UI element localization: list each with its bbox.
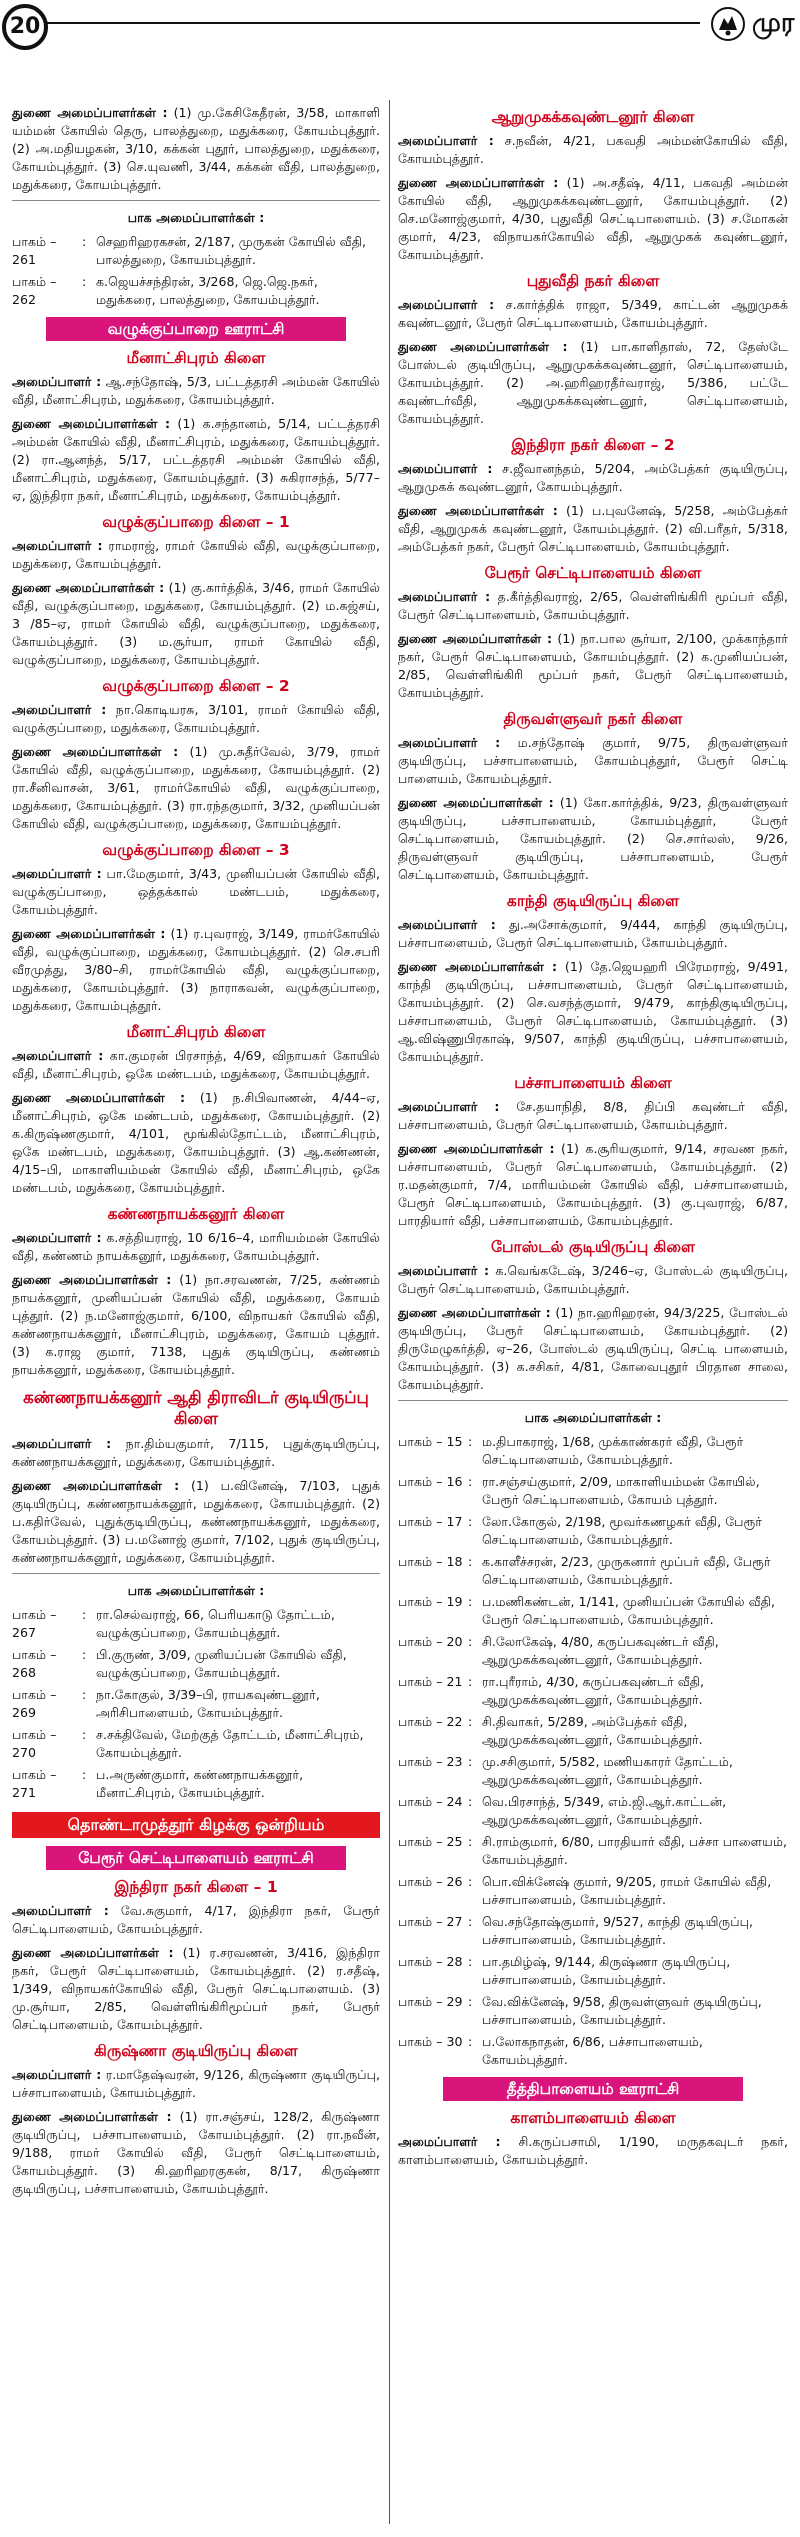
office-bearers-entry: துணை அமைப்பாளர்கள் : (1) நா.சரவணன், 7/25, கண்ணம் நாயக்கனூர், முனியப்பன் கோயில் வீதி, மதுக்கரை, கோயம் புத்தூர். (2) ந.மனோஜ்குமார், 6/100, விநாயகர் கோயில் வீதி, கண்ணநாயக்கனூர், மீனாட்சிபுரம், மதுக்கரை, கோயம் புத்தூர். (3) க.ராஜ குமார், 7138, புதுக் குடியிருப்பு, கண்ணம் நாயக்கனூர், மதுக்கரை, கோயம்புத்தூர். [12, 1272, 380, 1377]
branch-heading: கண்ணநாயக்கனூர் ஆதி திராவிடர் குடியிருப்பு கிளை [23, 1388, 369, 1428]
branch-heading: புதுவீதி நகர் கிளை [526, 272, 660, 290]
ward-entry: பாகம் – 269 : நா.கோகுல், 3/39–பி, ராயகவுண்டனூர், அரிசிபாளையம், கோயம்புத்தூர். [12, 1687, 320, 1720]
section-subheading: பாக அமைப்பாளர்கள் : [127, 1583, 265, 1598]
branch-heading: மீனாட்சிபுரம் கிளை [126, 349, 266, 367]
page-header [0, 0, 800, 48]
branch-heading: வழுக்குப்பாறை கிளை – 2 [102, 677, 290, 695]
column-divider [389, 100, 390, 2524]
office-bearers-entry: துணை அமைப்பாளர்கள் : (1) ப.புவனேஷ், 5/258, அம்பேத்கர் வீதி, ஆறுமுகக் கவுண்டனூர், கோயம்புத்தூர். (2) வி.பரீதர், 5/318, அம்பேத்கர் நகர், பேரூர் செட்டிபாளையம், கோயம்புத்தூர். [398, 503, 788, 554]
office-bearers-entry: அமைப்பாளர் : ராமராஜ், ராமர் கோயில் வீதி, வழுக்குப்பாறை, மதுக்கரை, கோயம்புத்தூர். [12, 538, 381, 571]
ward-entry: பாகம் – 27 : வெ.சந்தோஷ்குமார், 9/527, காந்தி குடியிருப்பு, பச்சாபாளையம், கோயம்புத்தூர். [398, 1914, 753, 1947]
branch-heading: பச்சாபாளையம் கிளை [514, 1074, 672, 1092]
ward-entry: பாகம் – 18 : க.காளீச்சரன், 2/23, முருகனார் மூப்பர் வீதி, பேரூர் செட்டிபாளையம், கோயம்புத்தூர். [398, 1554, 771, 1587]
panchayat-banner: தீத்திபாளையம் ஊராட்சி [443, 2077, 743, 2101]
office-bearers-entry: துணை அமைப்பாளர்கள் : (1) பா.காளிதாஸ், 72, தேஸ்டே போஸ்டல் குடியிருப்பு, ஆறுமுகக்கவுண்டனூர், செட்டிபாளையம், கோயம்புத்தூர். (2) அ.ஹரிஹரதீர்வராஜ், 5/386, பட்டே கவுண்டர்வீதி, ஆறுமுகக்கவுண்டனூர், செட்டிபாளையம், கோயம்புத்தூர். [398, 339, 788, 426]
separator [12, 200, 380, 201]
office-bearers-entry: அமைப்பாளர் : த.கீர்த்திவராஜ், 2/65, வெள்ளிங்கிரி மூப்பர் வீதி, பேரூர் செட்டிபாளையம், கோயம்புத்தூர். [398, 589, 788, 622]
ward-entry: பாகம் – 20 : சி.லோகேஷ், 4/80, கருப்பகவுண்டர் வீதி, ஆறுமுகக்கவுண்டனூர், கோயம்புத்தூர். [398, 1634, 719, 1667]
office-bearers-entry: துணை அமைப்பாளர்கள் : (1) க.சூரியகுமார், 9/14, சரவண நகர், பச்சாபாளையம், பேரூர் செட்டிபாளையம், கோயம்புத்தூர். (2) ர.மதன்குமார், 7/4, மாரியம்மன் கோயில் வீதி, பச்சாபாளையம், பேரூர் செட்டிபாளையம், கோயம்புத்தூர். (3) கு.புவராஜ், 6/87, பாரதியார் வீதி, பச்சாபாளையம், கோயம்புத்தூர். [398, 1141, 788, 1228]
office-bearers-entry: அமைப்பாளர் : சி.கருப்பசாமி, 1/190, மருதகவுடர் நகர், காளம்பாளையம், கோயம்புத்தூர். [398, 2134, 788, 2167]
office-bearers-entry: துணை அமைப்பாளர்கள் : (1) ந.சிபிவாணன், 4/44–ஏ, மீனாட்சிபுரம், ஒகே மண்டபம், மதுக்கரை, கோயம்புத்தூர். (2) க.கிருஷ்ணகுமார், 4/101, மூங்கில்தோட்டம், மீனாட்சிபுரம், ஒகே மண்டபம், மதுக்கரை, கோயம்புத்தூர். (3) ஆ.கண்ணன், 4/15–பி, மாகாளியம்மன் கோயில் வீதி, மீனாட்சிபுரம், ஒகே மண்டபம், மதுக்கரை, கோயம்புத்தூர். [12, 1090, 380, 1195]
office-bearers-entry: அமைப்பாளர் : நா.திம்யகுமார், 7/115, புதுக்குடியிருப்பு, கண்ணநாயக்கனூர், மதுக்கரை, கோயம்புத்தூர். [12, 1436, 380, 1469]
ward-entry: பாகம் – 28 : பா.தமிழ்ஷ், 9/144, கிருஷ்ணா குடியிருப்பு, பச்சாபாளையம், கோயம்புத்தூர். [398, 1954, 731, 1987]
ward-entry: பாகம் – 29 : வே.விக்னேஷ், 9/58, திருவள்ளுவர் குடியிருப்பு, பச்சாபாளையம், கோயம்புத்தூர். [398, 1994, 762, 2027]
section-subheading: பாக அமைப்பாளர்கள் : [127, 210, 265, 225]
office-bearers-entry: துணை அமைப்பாளர்கள் : (1) கு.கார்த்திக், 3/46, ராமர் கோயில் வீதி, வழுக்குப்பாறை, மதுக்கரை, கோயம்புத்தூர். (2) ம.சுஜ்சய், 3 /85–ஏ, ராமர் கோயில் வீதி, வழுக்குப்பாறை, மதுக்கரை, கோயம்புத்தூர். (3) ம.சூர்யா, ராமர் கோயில் வீதி, வழுக்குப்பாறை, மதுக்கரை, கோயம்புத்தூர். [12, 580, 380, 667]
branch-heading: இந்திரா நகர் கிளை – 2 [511, 436, 675, 454]
office-bearers-entry: துணை அமைப்பாளர்கள் : (1) அ.சதீஷ், 4/11, பகவதி அம்மன் கோயில் வீதி, ஆறுமுகக்கவுண்டனூர், கோயம்புத்தூர். (2) செ.மனோஜ்குமார், 4/30, புதுவீதி செட்டிபாளையம். (3) ச.மோகன் குமார், 4/23, விநாயகர்கோயில் வீதி, ஆறுமுகக் கவுண்டனூர், கோயம்புத்தூர். [398, 175, 788, 262]
ward-entry: பாகம் – 262 : க.ஜெயச்சந்திரன், 3/268, ஜெ.ஜெ.நகர், மதுக்கரை, பாலத்துறை, கோயம்புத்தூர். [12, 274, 320, 307]
office-bearers-entry: அமைப்பாளர் : க.வெங்கடேஷ், 3/246–ஏ, போஸ்டல் குடியிருப்பு, பேரூர் செட்டிபாளையம், கோயம்புத்தூர். [398, 1263, 788, 1296]
ward-entry: பாகம் – 21 : ரா.புரீராம், 4/30, கருப்பகவுண்டர் வீதி, ஆறுமுகக்கவுண்டனூர், கோயம்புத்தூர். [398, 1674, 705, 1707]
office-bearers-entry: அமைப்பாளர் : ர.மாதேஷ்வரன், 9/126, கிருஷ்ணா குடியிருப்பு, பச்சாபாளையம், கோயம்புத்தூர். [12, 2067, 380, 2100]
branch-heading: திருவள்ளுவர் நகர் கிளை [503, 710, 683, 728]
ward-entry: பாகம் – 261 : செஹரிஹரகசன், 2/187, முருகன் கோயில் வீதி, பாலத்துறை, கோயம்புத்தூர். [12, 234, 367, 267]
office-bearers-entry: அமைப்பாளர் : ச.ஜீவானந்தம், 5/204, அம்பேத்கர் குடியிருப்பு, ஆறுமுகக் கவுண்டனூர், கோயம்புத்தூர். [398, 461, 788, 494]
ward-entry: பாகம் – 24 : வெ.பிரசாந்த், 5/349, எம்.ஜி.ஆர்.காட்டன், ஆறுமுகக்கவுண்டனூர், கோயம்புத்தூர். [398, 1794, 727, 1827]
branch-heading: பேரூர் செட்டிபாளையம் கிளை [484, 564, 702, 582]
office-bearers-entry: துணை அமைப்பாளர்கள் : (1) மு.சுதீர்வேல், 3/79, ராமர் கோயில் வீதி, வழுக்குப்பாறை, மதுக்கரை, கோயம்புத்தூர். (2) ரா.சீனிவாசன், 3/61, ராமர்கோயில் வீதி, வழுக்குப்பாறை, மதுக்கரை, கோயம்புத்தூர். (3) ரா.ரந்தகுமார், 3/32, முனியப்பன் கோயில் வீதி, வழுக்குப்பாறை, மதுக்கரை, கோயம்புத்தூர். [12, 744, 380, 831]
masthead-title: முர [752, 8, 795, 38]
office-bearers-entry: துணை அமைப்பாளர்கள் : (1) ப.வினேஷ், 7/103, புதுக் குடியிருப்பு, கண்ணநாயக்கனூர், மதுக்கரை, கோயம்புத்தூர். (2) ப.கதிர்வேல், புதுக்குடியிருப்பு, கண்ணநாயக்கனூர், மதுக்கரை, கோயம்புத்தூர். (3) ப.மனோஜ் குமார், 7/102, புதுக் குடியிருப்பு, கண்ணநாயக்கனூர், மதுக்கரை, கோயம்புத்தூர். [12, 1478, 380, 1565]
ward-entry: பாகம் – 268 : பி.குருண், 3/09, முனியப்பன் கோயில் வீதி, வழுக்குப்பாறை, கோயம்புத்தூர். [12, 1647, 347, 1680]
office-bearers-entry: துணை அமைப்பாளர்கள் : (1) நா.ஹரிஹரன், 94/3/225, போஸ்டல் குடியிருப்பு, பேரூர் செட்டிபாளையம், கோயம்புத்தூர். (2) திருமேழுகர்த்தி, ஏ–26, போஸ்டல் குடியிருப்பு, செட்டி பாளையம், கோயம்புத்தூர். (3) க.சசிகர், 4/81, கோவைபுதூர் பிரதான சாலை, கோயம்புத்தூர். [398, 1305, 788, 1392]
page-number: 20 [2, 4, 48, 50]
separator [398, 1400, 788, 1401]
office-bearers-entry: அமைப்பாளர் : ம.சந்தோஷ் குமார், 9/75, திருவள்ளுவர் குடியிருப்பு, பச்சாபாளையம், கோயம்புத்தூர், பேரூர் செட்டி பாளையம், கோயம்புத்தூர். [398, 735, 788, 786]
separator [12, 1573, 380, 1574]
office-bearers-entry: அமைப்பாளர் : ஆ.சந்தோஷ், 5/3, பட்டத்தரசி அம்மன் கோயில் வீதி, மீனாட்சிபுரம், மதுக்கரை, கோயம்புத்தூர். [12, 374, 380, 407]
branch-heading: மீனாட்சிபுரம் கிளை [126, 1023, 266, 1041]
branch-heading: இந்திரா நகர் கிளை – 1 [114, 1878, 278, 1896]
office-bearers-entry: அமைப்பாளர் : கா.குமரன் பிரசாந்த், 4/69, விநாயகர் கோயில் வீதி, மீனாட்சிபுரம், ஒகே மண்டபம், மதுக்கரை, கோயம்புத்தூர். [12, 1048, 380, 1081]
office-bearers-entry: துணை அமைப்பாளர்கள் : (1) கோ.கார்த்திக், 9/23, திருவள்ளுவர் குடியிருப்பு, பச்சாபாளையம், கோயம்புத்தூர், பேரூர் செட்டிபாளையம், கோயம்புத்தூர். (2) செ.சார்லஸ், 9/26, திருவள்ளுவர் குடியிருப்பு, பச்சாபாளையம், பேரூர் செட்டிபாளையம், கோயம்புத்தூர். [398, 795, 788, 882]
ward-entry: பாகம் – 17 : லோ.கோகுல், 2/198, மூவர்கணழகர் வீதி, பேரூர் செட்டிபாளையம், கோயம்புத்தூர். [398, 1514, 762, 1547]
office-bearers-entry: துணை அமைப்பாளர்கள் : (1) ரா.சஞ்சய், 128/2, கிருஷ்ணா குடியிருப்பு, பச்சாபாளையம், கோயம்புத்தூர். (2) ரா.நவீன், 9/188, ராமர் கோயில் வீதி, பேரூர் செட்டிபாளையம், கோயம்புத்தூர். (3) கி.ஹரிஹரகுகன், 8/17, கிருஷ்ணா குடியிருப்பு, பச்சாபாளையம், கோயம்புத்தூர். [12, 2109, 380, 2196]
office-bearers-entry: அமைப்பாளர் : வே.சுகுமார், 4/17, இந்திரா நகர், பேரூர் செட்டிபாளையம், கோயம்புத்தூர். [12, 1903, 381, 1936]
ward-entry: பாகம் – 270 : ச.சக்திவேல், மேற்குத் தோட்டம், மீனாட்சிபுரம், கோயம்புத்தூர். [12, 1727, 364, 1760]
ward-entry: பாகம் – 267 : ரா.செல்வராஜ், 66, பெரியகாடு தோட்டம், வழுக்குப்பாறை, கோயம்புத்தூர். [12, 1607, 335, 1640]
branch-heading: கிருஷ்ணா குடியிருப்பு கிளை [94, 2042, 298, 2060]
office-bearers-entry: துணை அமைப்பாளர்கள் : (1) நா.பால சூர்யா, 2/100, முக்காந்தார் நகர், பேரூர் செட்டிபாளையம், கோயம்புத்தூர். (2) க.முனியப்பன், 2/85, வெள்ளிங்கிரி மூப்பர் நகர், பேரூர் செட்டிபாளையம், கோயம்புத்தூர். [398, 631, 788, 700]
office-bearers-entry: துணை அமைப்பாளர்கள் : (1) மு.கேசிகேதீரன், 3/58, மாகாளி யம்மன் கோயில் தெரு, பாலத்துறை, மதுக்கரை, கோயம்புத்தூர். (2) அ.மதியழகன், 3/10, கக்கன் புதூர், பாலத்துறை, மதுக்கரை, கோயம்புத்தூர். (3) செ.யுவணி, 3/44, கக்கன் வீதி, பாலத்துறை, மதுக்கரை, கோயம்புத்தூர். [12, 105, 380, 192]
office-bearers-entry: அமைப்பாளர் : சே.தயாநிதி, 8/8, திப்பி கவுண்டர் வீதி, பச்சாபாளையம், பேரூர் செட்டிபாளையம், கோயம்புத்தூர். [398, 1099, 789, 1132]
ward-entry: பாகம் – 15 : ம.திபாகராஜ், 1/68, முக்காண்கரர் வீதி, பேரூர் செட்டிபாளையம், கோயம்புத்தூர். [398, 1434, 744, 1467]
branch-heading: போஸ்டல் குடியிருப்பு கிளை [491, 1238, 695, 1256]
party-logo-icon [710, 6, 746, 42]
office-bearers-entry: அமைப்பாளர் : பா.மேகுமார், 3/43, முனியப்பன் கோயில் வீதி, வழுக்குப்பாறை, ஒத்தக்கால் மண்டபம், மதுக்கரை, கோயம்புத்தூர். [12, 866, 381, 917]
office-bearers-entry: துணை அமைப்பாளர்கள் : (1) ர.புவராஜ், 3/149, ராமர்கோயில் வீதி, வழுக்குப்பாறை, மதுக்கரை, கோயம்புத்தூர். (2) செ.சபரி வீரமுத்து, 3/80–சி, ராமர்கோயில் வீதி, வழுக்குப்பாறை, மதுக்கரை, கோயம்புத்தூர். (3) நாராகவன், வழுக்குப்பாறை, மதுக்கரை, கோயம்புத்தூர். [12, 926, 380, 1013]
ward-entry: பாகம் – 271 : ப.அருண்குமார், கண்ணநாயக்கனூர், மீனாட்சிபுரம், கோயம்புத்தூர். [12, 1767, 304, 1800]
ward-entry: பாகம் – 25 : சி.ராம்குமார், 6/80, பாரதியார் வீதி, பச்சா பாளையம், கோயம்புத்தூர். [398, 1834, 787, 1867]
ward-entry: பாகம் – 22 : சி.திவாகர், 5/289, அம்பேத்கர் வீதி, ஆறுமுகக்கவுண்டனூர், கோயம்புத்தூர். [398, 1714, 703, 1747]
office-bearers-entry: அமைப்பாளர் : நா.கொடியரசு, 3/101, ராமர் கோயில் வீதி, வழுக்குப்பாறை, மதுக்கரை, கோயம்புத்தூர். [12, 702, 380, 735]
branch-heading: வழுக்குப்பாறை கிளை – 1 [102, 513, 290, 531]
office-bearers-entry: அமைப்பாளர் : து.அசோக்குமார், 9/444, காந்தி குடியிருப்பு, பச்சாபாளையம், பேரூர் செட்டிபாளையம், கோயம்புத்தூர். [398, 917, 788, 950]
branch-heading: காளம்பாளையம் கிளை [510, 2109, 676, 2127]
panchayat-banner: பேரூர் செட்டிபாளையம் ஊராட்சி [46, 1846, 346, 1870]
union-banner: தொண்டாமுத்தூர் கிழக்கு ஒன்றியம் [12, 1812, 380, 1838]
right-column [398, 100, 788, 2175]
ward-entry: பாகம் – 30 : ப.லோகநாதன், 6/86, பச்சாபாளையம், கோயம்புத்தூர். [398, 2034, 703, 2067]
office-bearers-entry: அமைப்பாளர் : ச.நவீன், 4/21, பகவதி அம்மன்கோயில் வீதி, கோயம்புத்தூர். [398, 133, 789, 166]
ward-entry: பாகம் – 26 : பொ.விக்னேஷ் குமார், 9/205, ராமர் கோயில் வீதி, பச்சாபாளையம், கோயம்புத்தூர். [398, 1874, 772, 1907]
ward-entry: பாகம் – 19 : ப.மணிகண்டன், 1/141, முனியப்பன் கோயில் வீதி, பேரூர் செட்டிபாளையம், கோயம்புத்தூர். [398, 1594, 776, 1627]
ward-entry: பாகம் – 16 : ரா.சஞ்சய்குமார், 2/09, மாகாளியம்மன் கோயில், பேரூர் செட்டிபாளையம், கோயம் புத்தூர். [398, 1474, 760, 1507]
office-bearers-entry: அமைப்பாளர் : ச.கார்த்திக் ராஜா, 5/349, காட்டன் ஆறுமுகக் கவுண்டனூர், பேரூர் செட்டிபாளையம், கோயம்புத்தூர். [398, 297, 789, 330]
left-column [12, 104, 380, 2204]
office-bearers-entry: துணை அமைப்பாளர்கள் : (1) தே.ஜெயஹரி பிரேமராஜ், 9/491, காந்தி குடியிருப்பு, பச்சாபாளையம், பேரூர் செட்டிபாளையம், கோயம்புத்தூர். (2) செ.வசந்த்குமார், 9/479, காந்திகுடியிருப்பு, பச்சாபாளையம், பேரூர் செட்டிபாளையம், கோயம்புத்தூர். (3) ஆ.விஷ்ணுபிரகாஷ், 9/507, காந்தி குடியிருப்பு, பச்சாபாளையம், கோயம்புத்தூர். [398, 959, 788, 1064]
header-rule [40, 22, 700, 24]
office-bearers-entry: துணை அமைப்பாளர்கள் : (1) க.சந்தானம், 5/14, பட்டத்தரசி அம்மன் கோயில் வீதி, மீனாட்சிபுரம், மதுக்கரை, கோயம்புத்தூர். (2) ரா.ஆனந்த், 5/17, பட்டத்தரசி அம்மன் கோயில் வீதி, மீனாட்சிபுரம், மதுக்கரை, கோயம்புத்தூர். (3) சுகிராசந்த், 5/77–ஏ, இந்திரா நகர், மீனாட்சிபுரம், மதுக்கரை, கோயம்புத்தூர். [12, 416, 380, 503]
section-subheading: பாக அமைப்பாளர்கள் : [524, 1410, 662, 1425]
branch-heading: காந்தி குடியிருப்பு கிளை [506, 892, 680, 910]
ward-entry: பாகம் – 23 : மு.சசிகுமார், 5/582, மணியகாரர் தோட்டம், ஆறுமுகக்கவுண்டனூர், கோயம்புத்தூர். [398, 1754, 733, 1787]
office-bearers-entry: அமைப்பாளர் : க.சத்தியராஜ், 10 6/16–4, மாரியம்மன் கோயில் வீதி, கண்ணம் நாயக்கனூர், மதுக்கரை, கோயம்புத்தூர். [12, 1230, 380, 1263]
office-bearers-entry: துணை அமைப்பாளர்கள் : (1) ர.சரவணன், 3/416, இந்திரா நகர், பேரூர் செட்டிபாளையம், கோயம்புத்தூர். (2) ர.சதீஷ், 1/349, விநாயகர்கோயில் வீதி, பேரூர் செட்டிபாளையம். (3) மு.சூர்யா, 2/85, வெள்ளிங்கிரிமூப்பர் நகர், பேரூர் செட்டிபாளையம், கோயம்புத்தூர். [12, 1945, 380, 2032]
branch-heading: கண்ணநாயக்கனூர் கிளை [107, 1205, 285, 1223]
branch-heading: வழுக்குப்பாறை கிளை – 3 [102, 841, 290, 859]
panchayat-banner: வழுக்குப்பாறை ஊராட்சி [46, 317, 346, 341]
branch-heading: ஆறுமுகக்கவுண்டனூர் கிளை [491, 108, 695, 126]
